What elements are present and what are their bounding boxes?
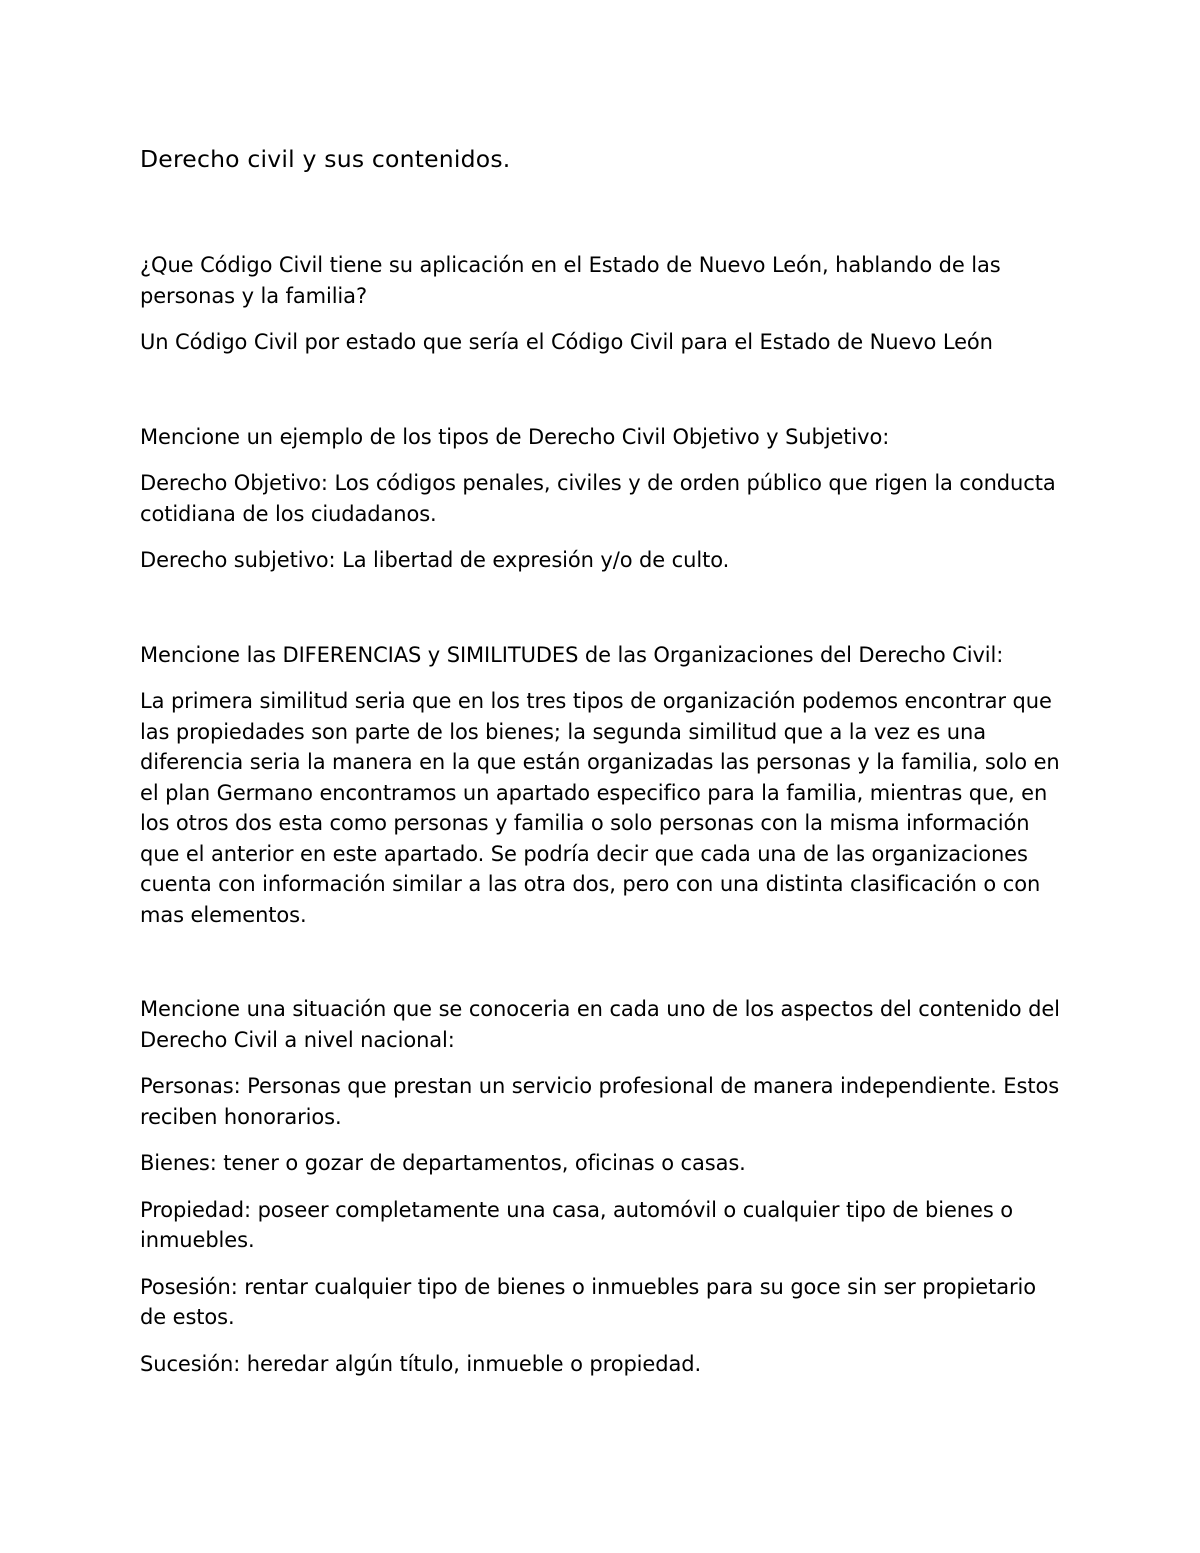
question-4: Mencione una situación que se conoceria en cada uno de los aspectos del contenido del Derecho Civil a nivel nacional: bbox=[140, 997, 1060, 1052]
answer-4-3: Propiedad: poseer completamente una casa, automóvil o cualquier tipo de bienes o inmuebles. bbox=[140, 1197, 1013, 1252]
answer-2-1: Derecho Objetivo: Los códigos penales, civiles y de orden público que rigen la conducta cotidiana de los ciudadanos. bbox=[140, 471, 1056, 526]
document-title: Derecho civil y sus contenidos. bbox=[140, 145, 511, 173]
answer-1-1: Un Código Civil por estado que sería el Código Civil para el Estado de Nuevo León bbox=[140, 330, 993, 354]
document-page bbox=[140, 142, 1065, 1379]
answer-4-2: Bienes: tener o gozar de departamentos, oficinas o casas. bbox=[140, 1151, 746, 1175]
question-1: ¿Que Código Civil tiene su aplicación en el Estado de Nuevo León, hablando de las personas y la familia? bbox=[140, 253, 1001, 308]
answer-4-4: Posesión: rentar cualquier tipo de bienes o inmuebles para su goce sin ser propietario de estos. bbox=[140, 1274, 1037, 1329]
answer-4-5: Sucesión: heredar algún título, inmueble o propiedad. bbox=[140, 1351, 702, 1376]
answer-3-1: La primera similitud seria que en los tres tipos de organización podemos encontrar que las propiedades son parte de los bienes; la segunda similitud que a la vez es una diferencia seria la manera en la que están organizadas las personas y la familia, solo en el plan Germano encontramos un apartado especifico para la familia, mientras que, en los otros dos esta como personas y familia o solo personas con la misma información que el anterior en este apartado. Se podría decir que cada una de las organizaciones cuenta con información similar a las otra dos, pero con una distinta clasificación o con mas elementos. bbox=[140, 689, 1060, 927]
answer-4-1: Personas: Personas que prestan un servicio profesional de manera independiente. Estos reciben honorarios. bbox=[140, 1074, 1060, 1129]
answer-2-2: Derecho subjetivo: La libertad de expresión y/o de culto. bbox=[140, 548, 730, 572]
question-3: Mencione las DIFERENCIAS y SIMILITUDES de las Organizaciones del Derecho Civil: bbox=[140, 642, 1004, 667]
question-2: Mencione un ejemplo de los tipos de Derecho Civil Objetivo y Subjetivo: bbox=[140, 424, 890, 449]
